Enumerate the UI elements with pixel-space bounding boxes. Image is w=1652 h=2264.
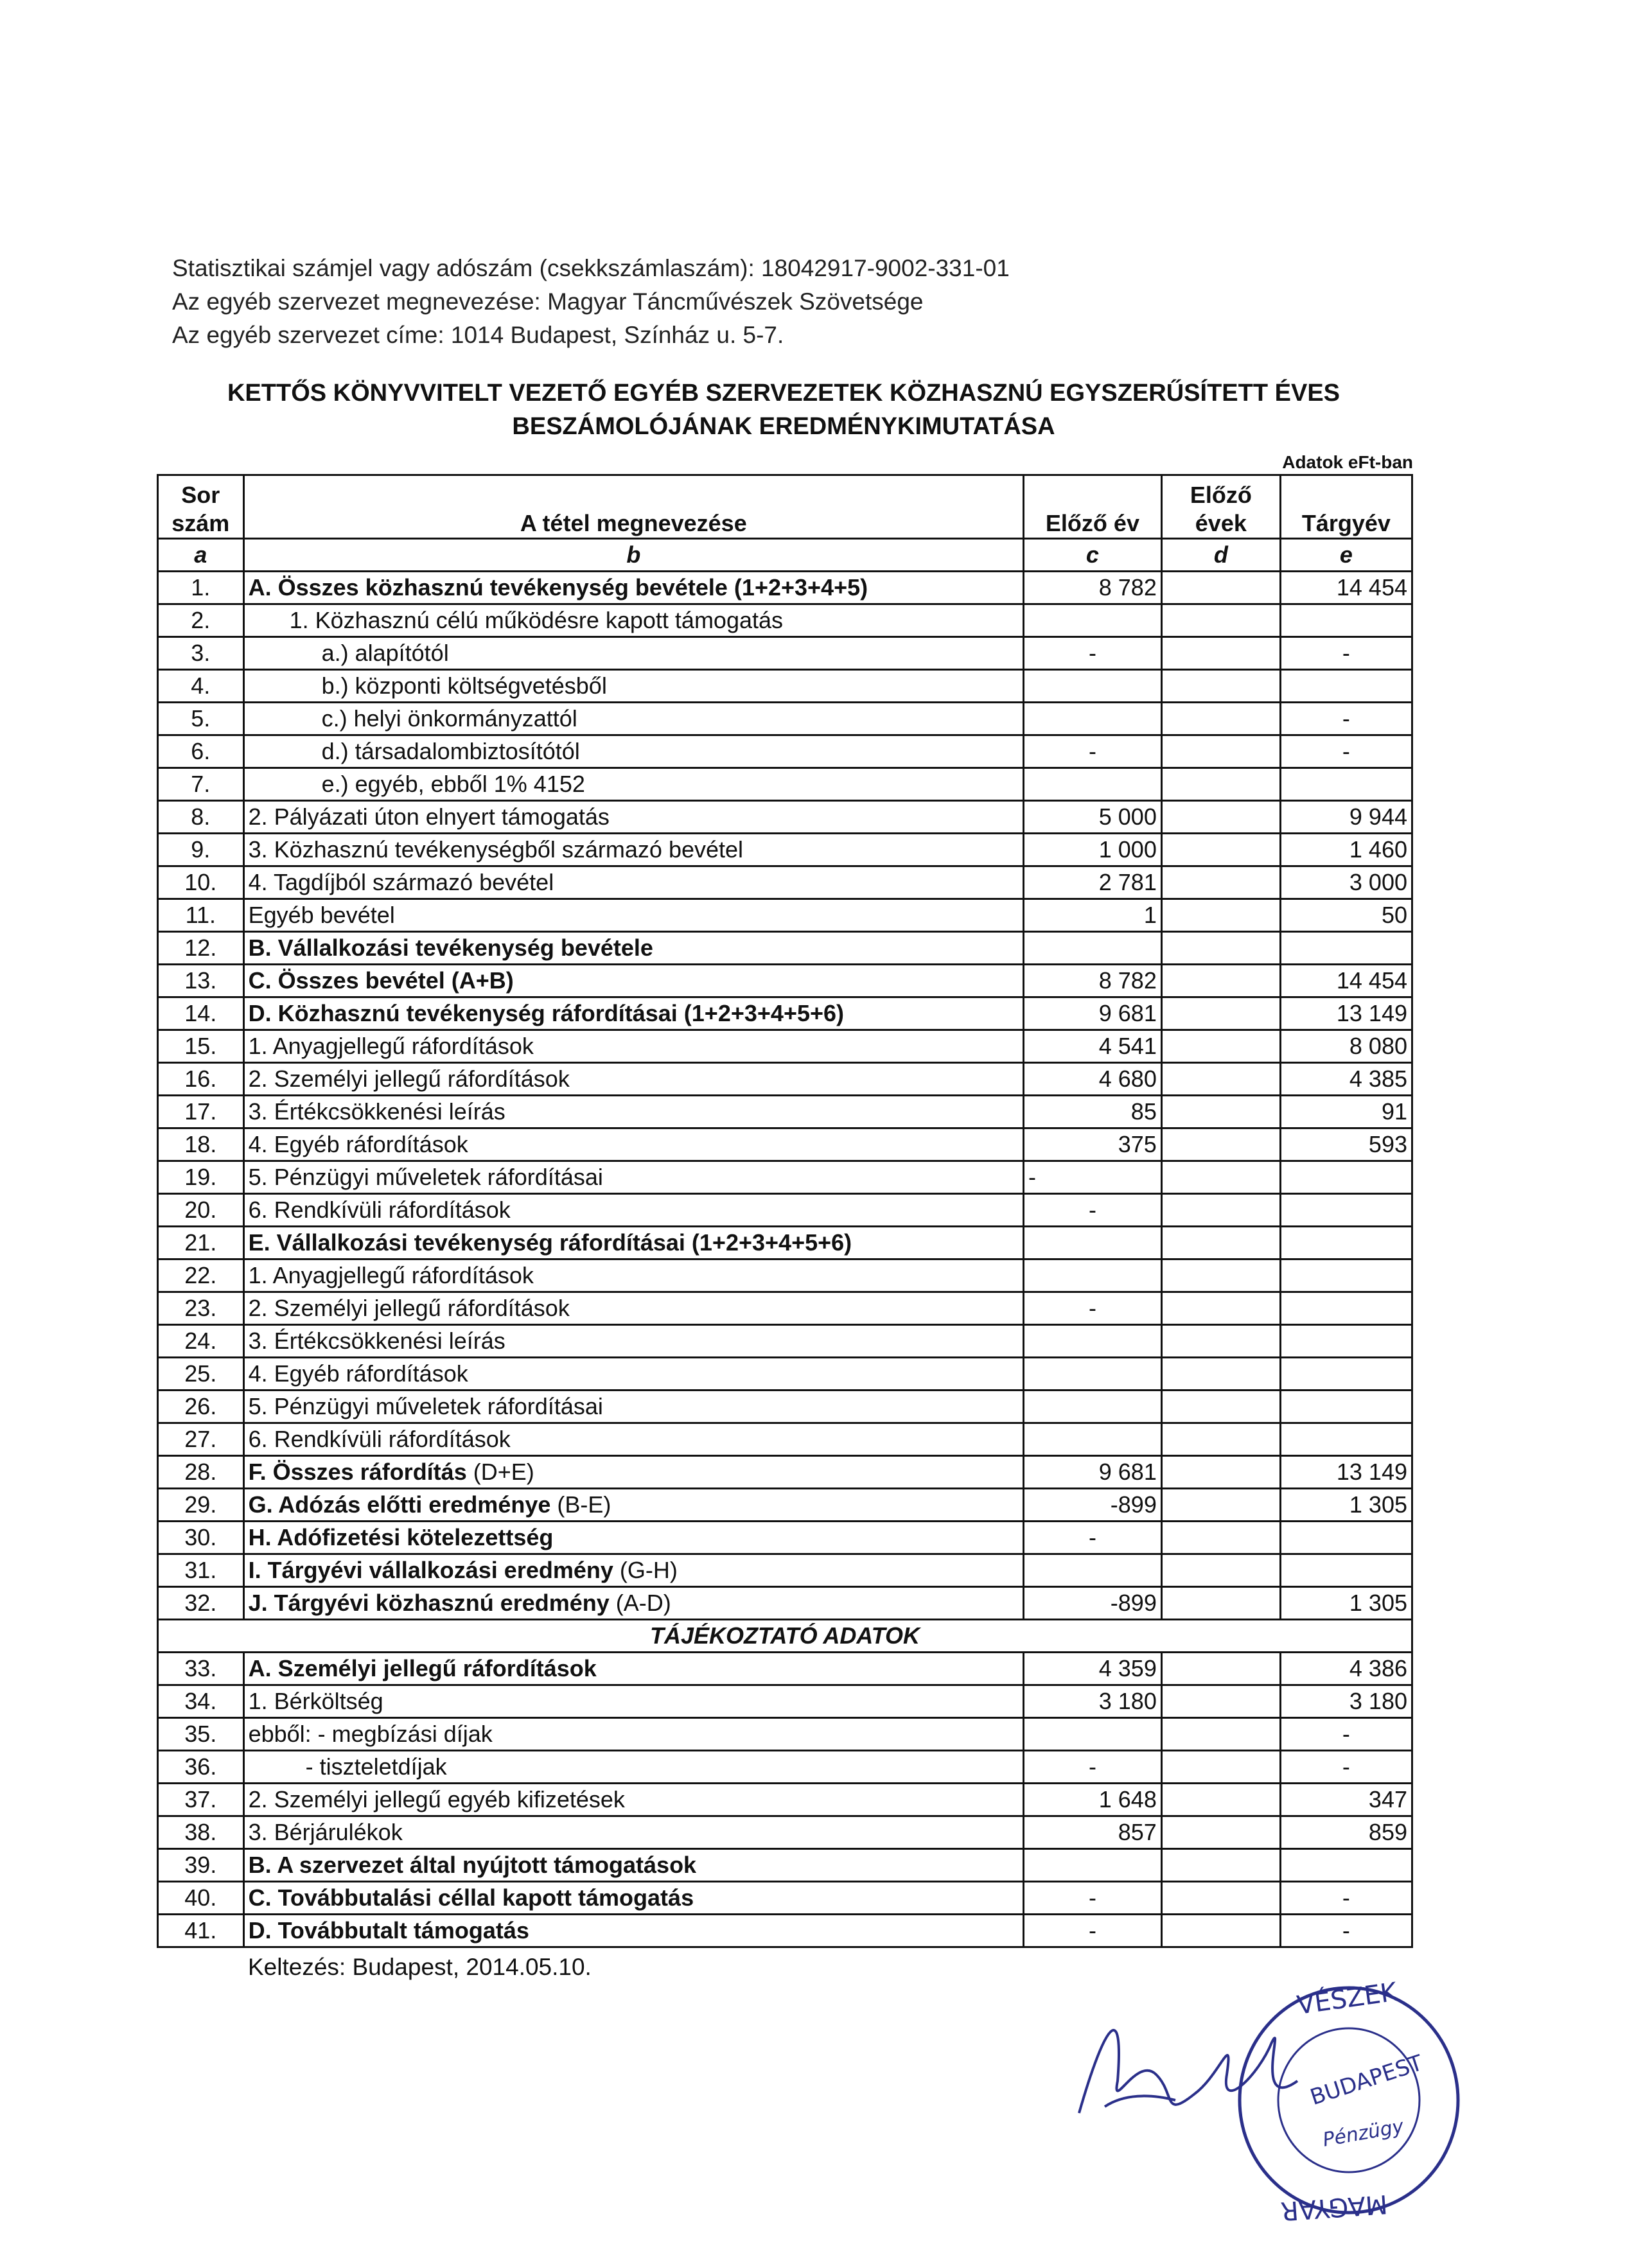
col-sor-line1: Sor xyxy=(181,482,220,508)
value-current-year: 859 xyxy=(1280,1816,1412,1849)
value-current-year: 50 xyxy=(1280,899,1412,932)
row-label: b.) központi költségvetésből xyxy=(243,670,1023,703)
value-prev-years xyxy=(1161,1554,1280,1587)
value-prev-years xyxy=(1161,1128,1280,1161)
value-current-year xyxy=(1280,1423,1412,1456)
row-number: 23. xyxy=(158,1292,244,1325)
table-row xyxy=(158,1685,1412,1718)
value-prev-years xyxy=(1161,1030,1280,1063)
table-row xyxy=(158,1391,1412,1423)
col-prev-years-header xyxy=(1161,475,1280,539)
row-label: 4. Egyéb ráfordítások xyxy=(243,1358,1023,1391)
value-prev-year xyxy=(1024,703,1162,735)
row-label: d.) társadalombiztosítótól xyxy=(243,735,1023,768)
row-label-bold: F. Összes ráfordítás xyxy=(248,1459,467,1485)
table-row xyxy=(158,1915,1412,1947)
row-label: D. Továbbutalt támogatás xyxy=(243,1915,1023,1947)
date-line: Keltezés: Budapest, 2014.05.10. xyxy=(248,1954,592,1980)
row-number: 40. xyxy=(158,1882,244,1915)
table-row xyxy=(158,866,1412,899)
row-number: 2. xyxy=(158,604,244,637)
col-sor-header xyxy=(158,475,244,539)
org-name-line: Az egyéb szervezet megnevezése: Magyar Táncművészek Szövetsége xyxy=(172,288,924,315)
value-current-year xyxy=(1280,1194,1412,1227)
stamp-ring-bottom: MAGYAR xyxy=(1279,2188,1389,2226)
value-prev-year: 4 359 xyxy=(1024,1653,1162,1685)
col-prev-years-line2: évek xyxy=(1195,510,1247,536)
value-prev-year: 375 xyxy=(1024,1128,1162,1161)
value-prev-years xyxy=(1161,866,1280,899)
table-row xyxy=(158,637,1412,670)
row-label: B. A szervezet által nyújtott támogatások xyxy=(243,1849,1023,1882)
value-prev-years xyxy=(1161,1882,1280,1915)
table-row xyxy=(158,1718,1412,1751)
table-row xyxy=(158,801,1412,834)
row-label: c.) helyi önkormányzattól xyxy=(243,703,1023,735)
value-current-year xyxy=(1280,604,1412,637)
value-current-year xyxy=(1280,768,1412,801)
value-current-year xyxy=(1280,1358,1412,1391)
value-current-year: 13 149 xyxy=(1280,1456,1412,1489)
value-prev-year: 5 000 xyxy=(1024,801,1162,834)
row-label-bold: I. Tárgyévi vállalkozási eredmény xyxy=(248,1557,613,1583)
row-label: E. Vállalkozási tevékenység ráfordításai (1+2+3+4+5+6) xyxy=(243,1227,1023,1259)
row-number: 7. xyxy=(158,768,244,801)
row-label: a.) alapítótól xyxy=(243,637,1023,670)
letter-d: d xyxy=(1161,539,1280,572)
row-label: 3. Bérjárulékok xyxy=(243,1816,1023,1849)
value-current-year: 1 460 xyxy=(1280,834,1412,866)
value-prev-year: - xyxy=(1024,1915,1162,1947)
table-row xyxy=(158,1096,1412,1128)
value-current-year: 347 xyxy=(1280,1784,1412,1816)
table-row xyxy=(158,1161,1412,1194)
row-number: 28. xyxy=(158,1456,244,1489)
report-title-line2: BESZÁMOLÓJÁNAK EREDMÉNYKIMUTATÁSA xyxy=(512,413,1055,440)
letter-e: e xyxy=(1280,539,1412,572)
table-row xyxy=(158,1030,1412,1063)
row-label: D. Közhasznú tevékenység ráfordításai (1+2+3+4+5+6) xyxy=(243,997,1023,1030)
value-prev-year xyxy=(1024,1554,1162,1587)
table-row xyxy=(158,1522,1412,1554)
value-prev-years xyxy=(1161,1358,1280,1391)
tax-number-line: Statisztikai számjel vagy adószám (csekkszámlaszám): 18042917-9002-331-01 xyxy=(172,255,1010,281)
value-prev-year xyxy=(1024,768,1162,801)
value-current-year xyxy=(1280,1161,1412,1194)
value-current-year: 4 385 xyxy=(1280,1063,1412,1096)
value-current-year xyxy=(1280,1227,1412,1259)
table-row xyxy=(158,1751,1412,1784)
section-title: TÁJÉKOZTATÓ ADATOK xyxy=(158,1620,1412,1653)
value-prev-years xyxy=(1161,965,1280,997)
unit-label: Adatok eFt-ban xyxy=(1282,452,1413,472)
table-row xyxy=(158,1653,1412,1685)
value-prev-years xyxy=(1161,1456,1280,1489)
row-label: 5. Pénzügyi műveletek ráfordításai xyxy=(243,1391,1023,1423)
row-number: 21. xyxy=(158,1227,244,1259)
row-number: 35. xyxy=(158,1718,244,1751)
value-current-year: 14 454 xyxy=(1280,572,1412,604)
letter-c: c xyxy=(1024,539,1162,572)
row-label: B. Vállalkozási tevékenység bevétele xyxy=(243,932,1023,965)
row-number: 9. xyxy=(158,834,244,866)
value-prev-year: 4 541 xyxy=(1024,1030,1162,1063)
table-row xyxy=(158,572,1412,604)
value-prev-year xyxy=(1024,1423,1162,1456)
row-label: 1. Anyagjellegű ráfordítások xyxy=(243,1030,1023,1063)
signature xyxy=(1079,2030,1297,2113)
value-prev-year xyxy=(1024,670,1162,703)
value-prev-years xyxy=(1161,1259,1280,1292)
value-prev-years xyxy=(1161,997,1280,1030)
value-prev-years xyxy=(1161,1816,1280,1849)
row-number: 29. xyxy=(158,1489,244,1522)
value-prev-years xyxy=(1161,735,1280,768)
table-row xyxy=(158,768,1412,801)
value-current-year: 1 305 xyxy=(1280,1587,1412,1620)
value-current-year xyxy=(1280,932,1412,965)
table-row xyxy=(158,1063,1412,1096)
value-prev-year xyxy=(1024,1227,1162,1259)
table-row xyxy=(158,997,1412,1030)
value-current-year: 13 149 xyxy=(1280,997,1412,1030)
org-header xyxy=(172,252,1010,352)
col-prev-years-line1: Előző xyxy=(1190,482,1252,508)
row-label-suffix: (A-D) xyxy=(609,1590,671,1616)
row-label: 2. Személyi jellegű ráfordítások xyxy=(243,1292,1023,1325)
table-row xyxy=(158,1259,1412,1292)
value-prev-year: 4 680 xyxy=(1024,1063,1162,1096)
table-row xyxy=(158,1784,1412,1816)
value-prev-years xyxy=(1161,670,1280,703)
value-prev-years xyxy=(1161,1522,1280,1554)
row-number: 4. xyxy=(158,670,244,703)
row-label: 6. Rendkívüli ráfordítások xyxy=(243,1194,1023,1227)
value-current-year: - xyxy=(1280,735,1412,768)
table-row xyxy=(158,1882,1412,1915)
row-number: 41. xyxy=(158,1915,244,1947)
row-number: 10. xyxy=(158,866,244,899)
row-label xyxy=(243,1554,1023,1587)
value-current-year xyxy=(1280,1292,1412,1325)
value-current-year: 3 180 xyxy=(1280,1685,1412,1718)
value-prev-year: 85 xyxy=(1024,1096,1162,1128)
value-current-year xyxy=(1280,1391,1412,1423)
table-row xyxy=(158,834,1412,866)
section-title-row xyxy=(158,1620,1412,1653)
value-prev-year: - xyxy=(1024,1522,1162,1554)
row-number: 20. xyxy=(158,1194,244,1227)
table-row xyxy=(158,1227,1412,1259)
row-label: - tiszteletdíjak xyxy=(243,1751,1023,1784)
info-section xyxy=(158,1620,1412,1653)
value-prev-years xyxy=(1161,1063,1280,1096)
value-prev-years xyxy=(1161,1227,1280,1259)
value-prev-years xyxy=(1161,932,1280,965)
value-current-year xyxy=(1280,1259,1412,1292)
row-label: 5. Pénzügyi műveletek ráfordításai xyxy=(243,1161,1023,1194)
row-label-bold: G. Adózás előtti eredménye xyxy=(248,1491,551,1518)
value-prev-year xyxy=(1024,1358,1162,1391)
value-prev-years xyxy=(1161,1096,1280,1128)
value-prev-year: - xyxy=(1024,1161,1162,1194)
value-prev-years xyxy=(1161,1194,1280,1227)
row-label xyxy=(243,1587,1023,1620)
value-prev-years xyxy=(1161,1915,1280,1947)
row-label xyxy=(243,1489,1023,1522)
value-prev-year: -899 xyxy=(1024,1489,1162,1522)
income-statement-table xyxy=(157,474,1413,1948)
value-current-year xyxy=(1280,1325,1412,1358)
value-current-year: 9 944 xyxy=(1280,801,1412,834)
row-label: Egyéb bevétel xyxy=(243,899,1023,932)
row-label: C. Összes bevétel (A+B) xyxy=(243,965,1023,997)
value-current-year: 91 xyxy=(1280,1096,1412,1128)
table-header-row xyxy=(158,475,1412,539)
value-current-year: - xyxy=(1280,1751,1412,1784)
value-prev-year: - xyxy=(1024,1194,1162,1227)
value-prev-years xyxy=(1161,801,1280,834)
row-number: 38. xyxy=(158,1816,244,1849)
value-prev-years xyxy=(1161,899,1280,932)
row-number: 30. xyxy=(158,1522,244,1554)
value-current-year: - xyxy=(1280,637,1412,670)
row-number: 3. xyxy=(158,637,244,670)
value-current-year xyxy=(1280,1522,1412,1554)
row-label xyxy=(243,1456,1023,1489)
row-label: 2. Személyi jellegű ráfordítások xyxy=(243,1063,1023,1096)
value-prev-year: - xyxy=(1024,1751,1162,1784)
value-prev-year xyxy=(1024,932,1162,965)
letter-b: b xyxy=(243,539,1023,572)
row-label-bold: J. Tárgyévi közhasznú eredmény xyxy=(248,1590,610,1616)
row-number: 27. xyxy=(158,1423,244,1456)
row-label: 6. Rendkívüli ráfordítások xyxy=(243,1423,1023,1456)
row-label: e.) egyéb, ebből 1% 4152 xyxy=(243,768,1023,801)
value-prev-years xyxy=(1161,703,1280,735)
value-prev-year xyxy=(1024,1325,1162,1358)
row-label: 3. Értékcsökkenési leírás xyxy=(243,1096,1023,1128)
table-row xyxy=(158,703,1412,735)
table-row xyxy=(158,735,1412,768)
value-prev-years xyxy=(1161,768,1280,801)
value-prev-years xyxy=(1161,1292,1280,1325)
signature-stamp-graphic xyxy=(1066,1946,1464,2229)
table-row xyxy=(158,604,1412,637)
value-prev-year xyxy=(1024,1259,1162,1292)
table-row xyxy=(158,1292,1412,1325)
letter-a: a xyxy=(158,539,244,572)
value-prev-years xyxy=(1161,1718,1280,1751)
value-prev-year: 857 xyxy=(1024,1816,1162,1849)
value-current-year xyxy=(1280,1849,1412,1882)
table-row xyxy=(158,965,1412,997)
table-row xyxy=(158,670,1412,703)
org-address-line: Az egyéb szervezet címe: 1014 Budapest, Színház u. 5-7. xyxy=(172,322,784,348)
value-prev-year: -899 xyxy=(1024,1587,1162,1620)
table-row xyxy=(158,1816,1412,1849)
table-row xyxy=(158,1423,1412,1456)
row-number: 24. xyxy=(158,1325,244,1358)
row-label: H. Adófizetési kötelezettség xyxy=(243,1522,1023,1554)
row-number: 13. xyxy=(158,965,244,997)
value-current-year xyxy=(1280,670,1412,703)
row-number: 39. xyxy=(158,1849,244,1882)
value-prev-years xyxy=(1161,1489,1280,1522)
row-number: 6. xyxy=(158,735,244,768)
row-label: 1. Bérköltség xyxy=(243,1685,1023,1718)
stamp-and-signature xyxy=(1066,1946,1464,2232)
value-prev-years xyxy=(1161,1784,1280,1816)
value-prev-years xyxy=(1161,572,1280,604)
row-number: 5. xyxy=(158,703,244,735)
value-prev-year: 1 000 xyxy=(1024,834,1162,866)
row-number: 11. xyxy=(158,899,244,932)
row-label: A. Összes közhasznú tevékenység bevétele (1+2+3+4+5) xyxy=(243,572,1023,604)
table-row xyxy=(158,1489,1412,1522)
value-prev-year: 9 681 xyxy=(1024,1456,1162,1489)
row-number: 31. xyxy=(158,1554,244,1587)
value-prev-years xyxy=(1161,1653,1280,1685)
value-prev-year: 1 xyxy=(1024,899,1162,932)
value-prev-years xyxy=(1161,1751,1280,1784)
row-label: C. Továbbutalási céllal kapott támogatás xyxy=(243,1882,1023,1915)
row-label: 4. Tagdíjból származó bevétel xyxy=(243,866,1023,899)
row-number: 8. xyxy=(158,801,244,834)
value-current-year: - xyxy=(1280,1915,1412,1947)
value-prev-year: - xyxy=(1024,1292,1162,1325)
report-title-line1: KETTŐS KÖNYVVITELT VEZETŐ EGYÉB SZERVEZETEK KÖZHASZNÚ EGYSZERŰSÍTETT ÉVES xyxy=(227,380,1340,407)
value-prev-years xyxy=(1161,1391,1280,1423)
row-label-suffix: (G-H) xyxy=(613,1557,678,1583)
table-row xyxy=(158,1849,1412,1882)
row-label: 3. Értékcsökkenési leírás xyxy=(243,1325,1023,1358)
row-number: 16. xyxy=(158,1063,244,1096)
row-number: 22. xyxy=(158,1259,244,1292)
col-current-header: Tárgyév xyxy=(1280,475,1412,539)
table-row xyxy=(158,1325,1412,1358)
table-row xyxy=(158,1587,1412,1620)
value-prev-years xyxy=(1161,1849,1280,1882)
value-prev-year: 2 781 xyxy=(1024,866,1162,899)
stamp-ring-top: VÉSZEK xyxy=(1295,1977,1400,2021)
value-prev-years xyxy=(1161,834,1280,866)
report-title xyxy=(154,376,1413,443)
row-label-suffix: (B-E) xyxy=(550,1491,611,1518)
value-prev-year xyxy=(1024,1849,1162,1882)
row-number: 26. xyxy=(158,1391,244,1423)
table-row xyxy=(158,1358,1412,1391)
value-prev-years xyxy=(1161,1423,1280,1456)
value-current-year: - xyxy=(1280,1718,1412,1751)
value-current-year: 1 305 xyxy=(1280,1489,1412,1522)
value-current-year: - xyxy=(1280,703,1412,735)
row-number: 15. xyxy=(158,1030,244,1063)
value-prev-year xyxy=(1024,604,1162,637)
value-prev-years xyxy=(1161,1161,1280,1194)
value-current-year xyxy=(1280,1554,1412,1587)
value-prev-year: 8 782 xyxy=(1024,572,1162,604)
info-rows xyxy=(158,1653,1412,1947)
stamp-outer-circle xyxy=(1240,1988,1458,2213)
column-letter-row xyxy=(158,539,1412,572)
table-row xyxy=(158,932,1412,965)
stamp-inner-circle xyxy=(1278,2028,1419,2172)
value-current-year: 3 000 xyxy=(1280,866,1412,899)
table-row xyxy=(158,899,1412,932)
value-current-year: 8 080 xyxy=(1280,1030,1412,1063)
value-current-year: - xyxy=(1280,1882,1412,1915)
row-number: 1. xyxy=(158,572,244,604)
row-number: 12. xyxy=(158,932,244,965)
col-name-header: A tétel megnevezése xyxy=(243,475,1023,539)
table-row xyxy=(158,1128,1412,1161)
row-label: 3. Közhasznú tevékenységből származó bevétel xyxy=(243,834,1023,866)
value-prev-year: - xyxy=(1024,1882,1162,1915)
value-prev-years xyxy=(1161,1587,1280,1620)
value-prev-year: 8 782 xyxy=(1024,965,1162,997)
row-number: 32. xyxy=(158,1587,244,1620)
row-number: 18. xyxy=(158,1128,244,1161)
value-prev-year xyxy=(1024,1391,1162,1423)
col-sor-line2: szám xyxy=(171,510,230,536)
row-number: 36. xyxy=(158,1751,244,1784)
table-row xyxy=(158,1194,1412,1227)
value-prev-years xyxy=(1161,1325,1280,1358)
value-prev-years xyxy=(1161,604,1280,637)
value-prev-year: 3 180 xyxy=(1024,1685,1162,1718)
stamp-city: BUDAPEST xyxy=(1307,2049,1426,2111)
value-prev-year: 1 648 xyxy=(1024,1784,1162,1816)
table-row xyxy=(158,1456,1412,1489)
row-number: 17. xyxy=(158,1096,244,1128)
row-label: 1. Anyagjellegű ráfordítások xyxy=(243,1259,1023,1292)
stamp-inner: Pénzügy xyxy=(1321,2115,1406,2152)
row-number: 33. xyxy=(158,1653,244,1685)
value-prev-years xyxy=(1161,1685,1280,1718)
main-rows xyxy=(158,572,1412,1620)
value-prev-year: - xyxy=(1024,637,1162,670)
row-number: 34. xyxy=(158,1685,244,1718)
value-current-year: 593 xyxy=(1280,1128,1412,1161)
value-prev-year xyxy=(1024,1718,1162,1751)
row-number: 14. xyxy=(158,997,244,1030)
value-prev-year: 9 681 xyxy=(1024,997,1162,1030)
row-label-suffix: (D+E) xyxy=(466,1459,534,1485)
row-label: 4. Egyéb ráfordítások xyxy=(243,1128,1023,1161)
row-label: 1. Közhasznú célú működésre kapott támogatás xyxy=(243,604,1023,637)
row-label: 2. Pályázati úton elnyert támogatás xyxy=(243,801,1023,834)
col-prev-header: Előző év xyxy=(1024,475,1162,539)
value-current-year: 14 454 xyxy=(1280,965,1412,997)
value-current-year: 4 386 xyxy=(1280,1653,1412,1685)
value-prev-year: - xyxy=(1024,735,1162,768)
value-prev-years xyxy=(1161,637,1280,670)
row-number: 19. xyxy=(158,1161,244,1194)
table-row xyxy=(158,1554,1412,1587)
row-number: 37. xyxy=(158,1784,244,1816)
row-label: A. Személyi jellegű ráfordítások xyxy=(243,1653,1023,1685)
row-number: 25. xyxy=(158,1358,244,1391)
row-label: ebből: - megbízási díjak xyxy=(243,1718,1023,1751)
row-label: 2. Személyi jellegű egyéb kifizetések xyxy=(243,1784,1023,1816)
